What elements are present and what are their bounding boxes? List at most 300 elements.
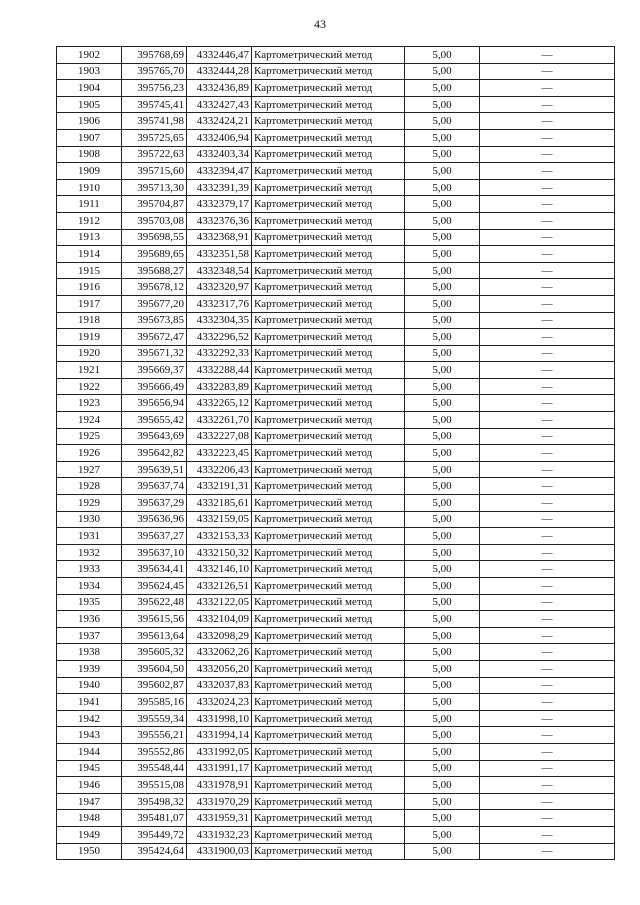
description-cell: — xyxy=(480,63,615,80)
x-coordinate-cell: 395765,70 xyxy=(122,63,187,80)
y-coordinate-cell: 4331959,31 xyxy=(187,810,252,827)
method-cell: Картометрический метод xyxy=(252,777,405,794)
method-cell: Картометрический метод xyxy=(252,495,405,512)
description-cell: — xyxy=(480,412,615,429)
table-row xyxy=(57,495,615,512)
y-coordinate-cell: 4332292,33 xyxy=(187,345,252,362)
y-coordinate-cell: 4332153,33 xyxy=(187,528,252,545)
method-cell: Картометрический метод xyxy=(252,544,405,561)
point-number-cell: 1905 xyxy=(57,96,122,113)
table-row xyxy=(57,163,615,180)
description-cell: — xyxy=(480,561,615,578)
description-cell: — xyxy=(480,196,615,213)
accuracy-cell: 5,00 xyxy=(405,544,480,561)
table-row xyxy=(57,777,615,794)
table-row xyxy=(57,611,615,628)
method-cell: Картометрический метод xyxy=(252,677,405,694)
accuracy-cell: 5,00 xyxy=(405,412,480,429)
table-row xyxy=(57,329,615,346)
point-number-cell: 1904 xyxy=(57,80,122,97)
table-row xyxy=(57,594,615,611)
x-coordinate-cell: 395713,30 xyxy=(122,179,187,196)
x-coordinate-cell: 395672,47 xyxy=(122,329,187,346)
x-coordinate-cell: 395703,08 xyxy=(122,212,187,229)
y-coordinate-cell: 4332391,39 xyxy=(187,179,252,196)
point-number-cell: 1930 xyxy=(57,511,122,528)
table-row xyxy=(57,345,615,362)
point-number-cell: 1932 xyxy=(57,544,122,561)
method-cell: Картометрический метод xyxy=(252,312,405,329)
y-coordinate-cell: 4332288,44 xyxy=(187,362,252,379)
point-number-cell: 1923 xyxy=(57,395,122,412)
y-coordinate-cell: 4332394,47 xyxy=(187,163,252,180)
description-cell: — xyxy=(480,461,615,478)
y-coordinate-cell: 4332296,52 xyxy=(187,329,252,346)
accuracy-cell: 5,00 xyxy=(405,793,480,810)
y-coordinate-cell: 4332317,76 xyxy=(187,295,252,312)
description-cell: — xyxy=(480,710,615,727)
point-number-cell: 1927 xyxy=(57,461,122,478)
description-cell: — xyxy=(480,528,615,545)
page-number: 43 xyxy=(314,17,326,31)
accuracy-cell: 5,00 xyxy=(405,660,480,677)
method-cell: Картометрический метод xyxy=(252,113,405,130)
x-coordinate-cell: 395559,34 xyxy=(122,710,187,727)
accuracy-cell: 5,00 xyxy=(405,229,480,246)
y-coordinate-cell: 4332062,26 xyxy=(187,644,252,661)
x-coordinate-cell: 395604,50 xyxy=(122,660,187,677)
table-row xyxy=(57,428,615,445)
point-number-cell: 1913 xyxy=(57,229,122,246)
method-cell: Картометрический метод xyxy=(252,826,405,843)
method-cell: Картометрический метод xyxy=(252,329,405,346)
method-cell: Картометрический метод xyxy=(252,246,405,263)
x-coordinate-cell: 395756,23 xyxy=(122,80,187,97)
description-cell: — xyxy=(480,80,615,97)
method-cell: Картометрический метод xyxy=(252,80,405,97)
table-row xyxy=(57,246,615,263)
y-coordinate-cell: 4331970,29 xyxy=(187,793,252,810)
point-number-cell: 1935 xyxy=(57,594,122,611)
table-row xyxy=(57,677,615,694)
method-cell: Картометрический метод xyxy=(252,644,405,661)
accuracy-cell: 5,00 xyxy=(405,246,480,263)
table-row xyxy=(57,212,615,229)
table-row xyxy=(57,826,615,843)
x-coordinate-cell: 395556,21 xyxy=(122,727,187,744)
y-coordinate-cell: 4331900,03 xyxy=(187,843,252,860)
y-coordinate-cell: 4332446,47 xyxy=(187,47,252,64)
method-cell: Картометрический метод xyxy=(252,627,405,644)
table-row xyxy=(57,511,615,528)
description-cell: — xyxy=(480,179,615,196)
y-coordinate-cell: 4332227,08 xyxy=(187,428,252,445)
point-number-cell: 1914 xyxy=(57,246,122,263)
x-coordinate-cell: 395613,64 xyxy=(122,627,187,644)
method-cell: Картометрический метод xyxy=(252,229,405,246)
y-coordinate-cell: 4332427,43 xyxy=(187,96,252,113)
table-row xyxy=(57,47,615,64)
accuracy-cell: 5,00 xyxy=(405,196,480,213)
description-cell: — xyxy=(480,362,615,379)
y-coordinate-cell: 4332368,91 xyxy=(187,229,252,246)
x-coordinate-cell: 395498,32 xyxy=(122,793,187,810)
x-coordinate-cell: 395704,87 xyxy=(122,196,187,213)
method-cell: Картометрический метод xyxy=(252,528,405,545)
table-row xyxy=(57,727,615,744)
point-number-cell: 1928 xyxy=(57,478,122,495)
y-coordinate-cell: 4332348,54 xyxy=(187,262,252,279)
point-number-cell: 1906 xyxy=(57,113,122,130)
method-cell: Картометрический метод xyxy=(252,478,405,495)
accuracy-cell: 5,00 xyxy=(405,594,480,611)
x-coordinate-cell: 395637,29 xyxy=(122,495,187,512)
table-row xyxy=(57,528,615,545)
x-coordinate-cell: 395673,85 xyxy=(122,312,187,329)
description-cell: — xyxy=(480,113,615,130)
accuracy-cell: 5,00 xyxy=(405,129,480,146)
table-row xyxy=(57,627,615,644)
method-cell: Картометрический метод xyxy=(252,345,405,362)
description-cell: — xyxy=(480,279,615,296)
y-coordinate-cell: 4332436,89 xyxy=(187,80,252,97)
accuracy-cell: 5,00 xyxy=(405,843,480,860)
table-row xyxy=(57,179,615,196)
y-coordinate-cell: 4332424,21 xyxy=(187,113,252,130)
method-cell: Картометрический метод xyxy=(252,412,405,429)
accuracy-cell: 5,00 xyxy=(405,743,480,760)
method-cell: Картометрический метод xyxy=(252,611,405,628)
description-cell: — xyxy=(480,395,615,412)
description-cell: — xyxy=(480,312,615,329)
x-coordinate-cell: 395585,16 xyxy=(122,694,187,711)
x-coordinate-cell: 395637,10 xyxy=(122,544,187,561)
accuracy-cell: 5,00 xyxy=(405,528,480,545)
y-coordinate-cell: 4332146,10 xyxy=(187,561,252,578)
table-row xyxy=(57,129,615,146)
accuracy-cell: 5,00 xyxy=(405,611,480,628)
method-cell: Картометрический метод xyxy=(252,395,405,412)
description-cell: — xyxy=(480,660,615,677)
accuracy-cell: 5,00 xyxy=(405,113,480,130)
table-row xyxy=(57,561,615,578)
point-number-cell: 1929 xyxy=(57,495,122,512)
point-number-cell: 1944 xyxy=(57,743,122,760)
accuracy-cell: 5,00 xyxy=(405,96,480,113)
table-row xyxy=(57,578,615,595)
description-cell: — xyxy=(480,777,615,794)
table-row xyxy=(57,660,615,677)
point-number-cell: 1931 xyxy=(57,528,122,545)
description-cell: — xyxy=(480,826,615,843)
description-cell: — xyxy=(480,445,615,462)
method-cell: Картометрический метод xyxy=(252,760,405,777)
table-row xyxy=(57,760,615,777)
accuracy-cell: 5,00 xyxy=(405,63,480,80)
table-row xyxy=(57,295,615,312)
y-coordinate-cell: 4332320,97 xyxy=(187,279,252,296)
y-coordinate-cell: 4332185,61 xyxy=(187,495,252,512)
description-cell: — xyxy=(480,793,615,810)
accuracy-cell: 5,00 xyxy=(405,395,480,412)
method-cell: Картометрический метод xyxy=(252,163,405,180)
x-coordinate-cell: 395552,86 xyxy=(122,743,187,760)
table-row xyxy=(57,362,615,379)
description-cell: — xyxy=(480,743,615,760)
method-cell: Картометрический метод xyxy=(252,63,405,80)
point-number-cell: 1947 xyxy=(57,793,122,810)
y-coordinate-cell: 4331992,05 xyxy=(187,743,252,760)
accuracy-cell: 5,00 xyxy=(405,578,480,595)
y-coordinate-cell: 4332283,89 xyxy=(187,378,252,395)
table-row xyxy=(57,229,615,246)
table-row xyxy=(57,395,615,412)
x-coordinate-cell: 395678,12 xyxy=(122,279,187,296)
method-cell: Картометрический метод xyxy=(252,212,405,229)
method-cell: Картометрический метод xyxy=(252,428,405,445)
accuracy-cell: 5,00 xyxy=(405,677,480,694)
point-number-cell: 1926 xyxy=(57,445,122,462)
accuracy-cell: 5,00 xyxy=(405,212,480,229)
method-cell: Картометрический метод xyxy=(252,262,405,279)
method-cell: Картометрический метод xyxy=(252,362,405,379)
y-coordinate-cell: 4332037,83 xyxy=(187,677,252,694)
table-row xyxy=(57,710,615,727)
table-row xyxy=(57,694,615,711)
y-coordinate-cell: 4332261,70 xyxy=(187,412,252,429)
method-cell: Картометрический метод xyxy=(252,461,405,478)
accuracy-cell: 5,00 xyxy=(405,146,480,163)
description-cell: — xyxy=(480,146,615,163)
accuracy-cell: 5,00 xyxy=(405,710,480,727)
point-number-cell: 1909 xyxy=(57,163,122,180)
y-coordinate-cell: 4332122,05 xyxy=(187,594,252,611)
point-number-cell: 1934 xyxy=(57,578,122,595)
x-coordinate-cell: 395605,32 xyxy=(122,644,187,661)
description-cell: — xyxy=(480,644,615,661)
y-coordinate-cell: 4331998,10 xyxy=(187,710,252,727)
point-number-cell: 1907 xyxy=(57,129,122,146)
y-coordinate-cell: 4332403,34 xyxy=(187,146,252,163)
x-coordinate-cell: 395615,56 xyxy=(122,611,187,628)
description-cell: — xyxy=(480,428,615,445)
table-row xyxy=(57,793,615,810)
description-cell: — xyxy=(480,163,615,180)
point-number-cell: 1908 xyxy=(57,146,122,163)
point-number-cell: 1925 xyxy=(57,428,122,445)
description-cell: — xyxy=(480,727,615,744)
y-coordinate-cell: 4332376,36 xyxy=(187,212,252,229)
description-cell: — xyxy=(480,694,615,711)
description-cell: — xyxy=(480,544,615,561)
x-coordinate-cell: 395636,96 xyxy=(122,511,187,528)
accuracy-cell: 5,00 xyxy=(405,495,480,512)
accuracy-cell: 5,00 xyxy=(405,262,480,279)
accuracy-cell: 5,00 xyxy=(405,760,480,777)
x-coordinate-cell: 395725,65 xyxy=(122,129,187,146)
x-coordinate-cell: 395515,08 xyxy=(122,777,187,794)
table-row xyxy=(57,378,615,395)
description-cell: — xyxy=(480,345,615,362)
description-cell: — xyxy=(480,262,615,279)
point-number-cell: 1941 xyxy=(57,694,122,711)
table-row xyxy=(57,312,615,329)
y-coordinate-cell: 4332379,17 xyxy=(187,196,252,213)
coordinates-table xyxy=(56,46,615,860)
point-number-cell: 1911 xyxy=(57,196,122,213)
table-row xyxy=(57,113,615,130)
point-number-cell: 1939 xyxy=(57,660,122,677)
description-cell: — xyxy=(480,378,615,395)
x-coordinate-cell: 395715,60 xyxy=(122,163,187,180)
x-coordinate-cell: 395639,51 xyxy=(122,461,187,478)
x-coordinate-cell: 395449,72 xyxy=(122,826,187,843)
point-number-cell: 1946 xyxy=(57,777,122,794)
method-cell: Картометрический метод xyxy=(252,47,405,64)
point-number-cell: 1910 xyxy=(57,179,122,196)
y-coordinate-cell: 4331994,14 xyxy=(187,727,252,744)
y-coordinate-cell: 4332159,05 xyxy=(187,511,252,528)
method-cell: Картометрический метод xyxy=(252,810,405,827)
description-cell: — xyxy=(480,96,615,113)
point-number-cell: 1937 xyxy=(57,627,122,644)
x-coordinate-cell: 395741,98 xyxy=(122,113,187,130)
method-cell: Картометрический метод xyxy=(252,727,405,744)
accuracy-cell: 5,00 xyxy=(405,478,480,495)
accuracy-cell: 5,00 xyxy=(405,561,480,578)
table-row xyxy=(57,63,615,80)
y-coordinate-cell: 4332098,29 xyxy=(187,627,252,644)
accuracy-cell: 5,00 xyxy=(405,345,480,362)
accuracy-cell: 5,00 xyxy=(405,179,480,196)
point-number-cell: 1921 xyxy=(57,362,122,379)
point-number-cell: 1950 xyxy=(57,843,122,860)
method-cell: Картометрический метод xyxy=(252,295,405,312)
description-cell: — xyxy=(480,246,615,263)
x-coordinate-cell: 395768,69 xyxy=(122,47,187,64)
y-coordinate-cell: 4332206,43 xyxy=(187,461,252,478)
y-coordinate-cell: 4332223,45 xyxy=(187,445,252,462)
x-coordinate-cell: 395655,42 xyxy=(122,412,187,429)
method-cell: Картометрический метод xyxy=(252,843,405,860)
table-row xyxy=(57,96,615,113)
y-coordinate-cell: 4331932,23 xyxy=(187,826,252,843)
description-cell: — xyxy=(480,843,615,860)
x-coordinate-cell: 395689,65 xyxy=(122,246,187,263)
method-cell: Картометрический метод xyxy=(252,196,405,213)
point-number-cell: 1943 xyxy=(57,727,122,744)
accuracy-cell: 5,00 xyxy=(405,295,480,312)
y-coordinate-cell: 4331991,17 xyxy=(187,760,252,777)
description-cell: — xyxy=(480,129,615,146)
accuracy-cell: 5,00 xyxy=(405,511,480,528)
accuracy-cell: 5,00 xyxy=(405,644,480,661)
point-number-cell: 1918 xyxy=(57,312,122,329)
x-coordinate-cell: 395677,20 xyxy=(122,295,187,312)
y-coordinate-cell: 4332150,32 xyxy=(187,544,252,561)
y-coordinate-cell: 4332304,35 xyxy=(187,312,252,329)
point-number-cell: 1920 xyxy=(57,345,122,362)
table-row xyxy=(57,279,615,296)
point-number-cell: 1936 xyxy=(57,611,122,628)
x-coordinate-cell: 395634,41 xyxy=(122,561,187,578)
point-number-cell: 1919 xyxy=(57,329,122,346)
table-row xyxy=(57,743,615,760)
x-coordinate-cell: 395671,32 xyxy=(122,345,187,362)
y-coordinate-cell: 4332406,94 xyxy=(187,129,252,146)
table-row xyxy=(57,262,615,279)
method-cell: Картометрический метод xyxy=(252,445,405,462)
accuracy-cell: 5,00 xyxy=(405,627,480,644)
description-cell: — xyxy=(480,627,615,644)
point-number-cell: 1917 xyxy=(57,295,122,312)
accuracy-cell: 5,00 xyxy=(405,810,480,827)
accuracy-cell: 5,00 xyxy=(405,329,480,346)
method-cell: Картометрический метод xyxy=(252,710,405,727)
table-row xyxy=(57,843,615,860)
x-coordinate-cell: 395624,45 xyxy=(122,578,187,595)
method-cell: Картометрический метод xyxy=(252,96,405,113)
point-number-cell: 1902 xyxy=(57,47,122,64)
accuracy-cell: 5,00 xyxy=(405,163,480,180)
table-row xyxy=(57,478,615,495)
accuracy-cell: 5,00 xyxy=(405,279,480,296)
y-coordinate-cell: 4332265,12 xyxy=(187,395,252,412)
accuracy-cell: 5,00 xyxy=(405,445,480,462)
point-number-cell: 1915 xyxy=(57,262,122,279)
method-cell: Картометрический метод xyxy=(252,378,405,395)
accuracy-cell: 5,00 xyxy=(405,428,480,445)
table-row xyxy=(57,80,615,97)
description-cell: — xyxy=(480,578,615,595)
method-cell: Картометрический метод xyxy=(252,743,405,760)
method-cell: Картометрический метод xyxy=(252,793,405,810)
x-coordinate-cell: 395688,27 xyxy=(122,262,187,279)
x-coordinate-cell: 395622,48 xyxy=(122,594,187,611)
description-cell: — xyxy=(480,760,615,777)
accuracy-cell: 5,00 xyxy=(405,378,480,395)
point-number-cell: 1916 xyxy=(57,279,122,296)
x-coordinate-cell: 395481,07 xyxy=(122,810,187,827)
x-coordinate-cell: 395548,44 xyxy=(122,760,187,777)
method-cell: Картометрический метод xyxy=(252,561,405,578)
x-coordinate-cell: 395666,49 xyxy=(122,378,187,395)
y-coordinate-cell: 4332351,58 xyxy=(187,246,252,263)
description-cell: — xyxy=(480,329,615,346)
point-number-cell: 1948 xyxy=(57,810,122,827)
point-number-cell: 1922 xyxy=(57,378,122,395)
x-coordinate-cell: 395642,82 xyxy=(122,445,187,462)
method-cell: Картометрический метод xyxy=(252,279,405,296)
accuracy-cell: 5,00 xyxy=(405,362,480,379)
accuracy-cell: 5,00 xyxy=(405,461,480,478)
x-coordinate-cell: 395722,63 xyxy=(122,146,187,163)
method-cell: Картометрический метод xyxy=(252,578,405,595)
method-cell: Картометрический метод xyxy=(252,129,405,146)
x-coordinate-cell: 395637,74 xyxy=(122,478,187,495)
y-coordinate-cell: 4332104,09 xyxy=(187,611,252,628)
accuracy-cell: 5,00 xyxy=(405,80,480,97)
table-row xyxy=(57,644,615,661)
table-row xyxy=(57,196,615,213)
method-cell: Картометрический метод xyxy=(252,660,405,677)
description-cell: — xyxy=(480,295,615,312)
point-number-cell: 1933 xyxy=(57,561,122,578)
y-coordinate-cell: 4331978,91 xyxy=(187,777,252,794)
y-coordinate-cell: 4332126,51 xyxy=(187,578,252,595)
description-cell: — xyxy=(480,229,615,246)
table-row xyxy=(57,810,615,827)
